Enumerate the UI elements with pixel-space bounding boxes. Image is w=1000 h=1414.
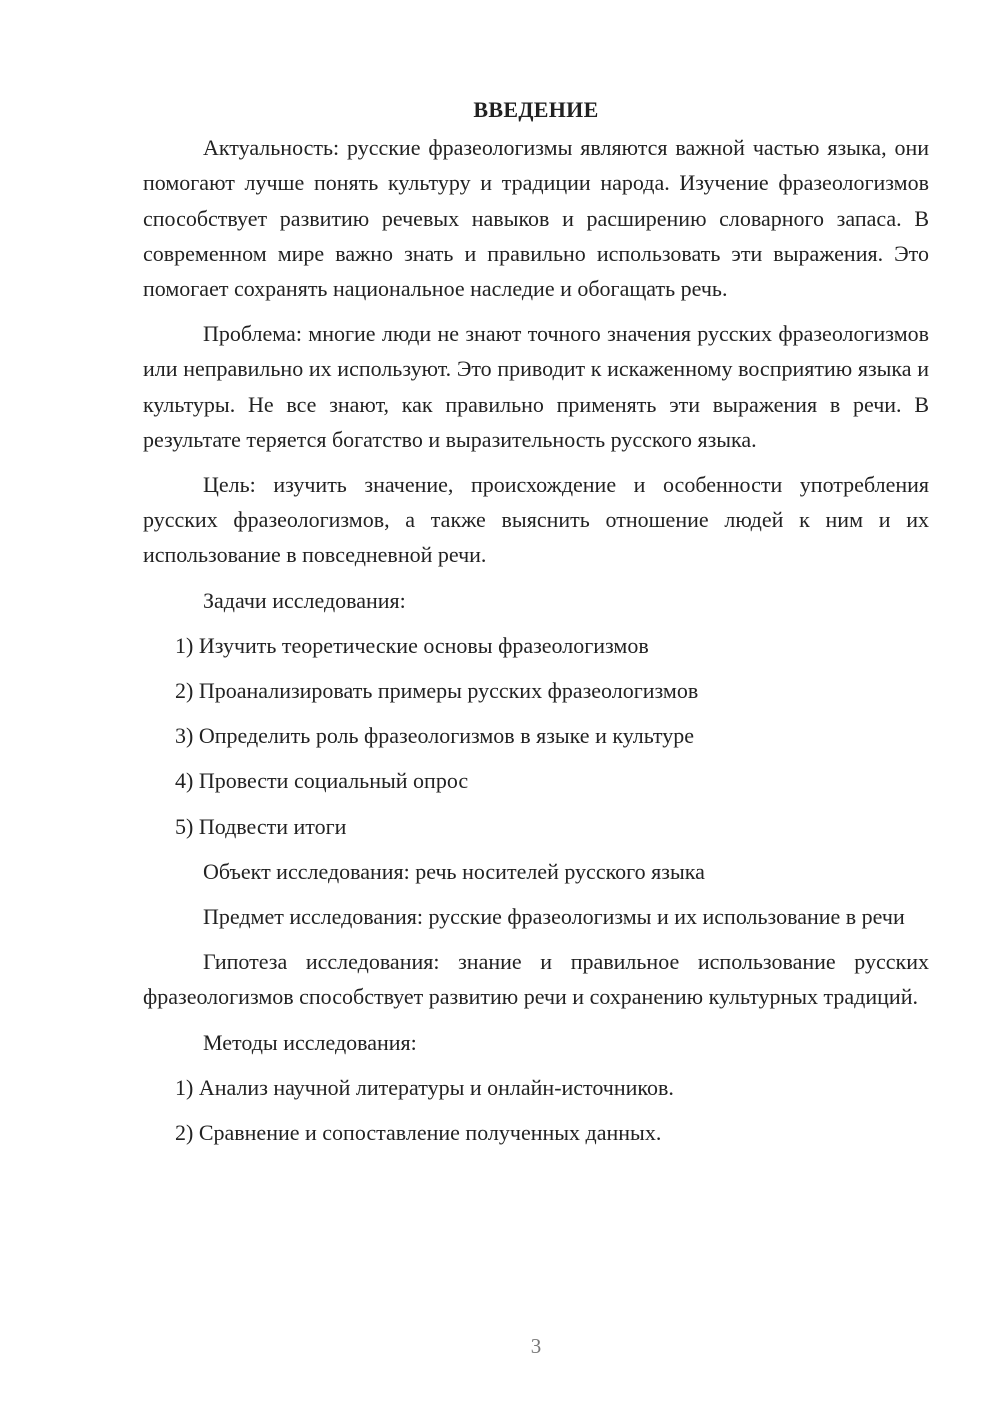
task-item: 2) Проанализировать примеры русских фразеологизмов	[175, 678, 699, 704]
task-item: 5) Подвести итоги	[175, 813, 347, 839]
relevance-paragraph: Актуальность: русские фразеологизмы являются важной частью языка, они помогают лучше понять культуру и традиции народа. Изучение фразеологизмов способствует развитию речевых навыков и расширению словарного запаса. В современном мире важно знать и правильно использовать эти выражения. Это помогает сохранять национальное наследие и обогащать речь.	[143, 135, 929, 302]
page-title: ВВЕДЕНИЕ	[473, 97, 599, 122]
research-subject: Предмет исследования: русские фразеологизмы и их использование в речи	[203, 904, 905, 930]
methods-heading: Методы исследования:	[203, 1029, 417, 1055]
task-item: 3) Определить роль фразеологизмов в языке и культуре	[175, 723, 695, 749]
task-item: 4) Провести социальный опрос	[175, 768, 469, 794]
document-page	[143, 92, 929, 1160]
goal-paragraph: Цель: изучить значение, происхождение и особенности употребления русских фразеологизмов, а также выяснить отношение людей к ним и их использование в повседневной речи.	[143, 472, 929, 568]
hypothesis-paragraph: Гипотеза исследования: знание и правильное использование русских фразеологизмов способствует развитию речи и сохранению культурных традиций.	[143, 949, 929, 1010]
method-item: 2) Сравнение и сопоставление полученных данных.	[175, 1120, 662, 1146]
problem-paragraph: Проблема: многие люди не знают точного значения русских фразеологизмов или неправильно их используют. Это приводит к искаженному восприятию языка и культуры. Не все знают, как правильно применять эти выражения в речи. В результате теряется богатство и выразительность русского языка.	[143, 321, 929, 452]
method-item: 1) Анализ научной литературы и онлайн-источников.	[175, 1074, 674, 1100]
tasks-heading: Задачи исследования:	[203, 587, 406, 613]
research-object: Объект исследования: речь носителей русского языка	[203, 858, 705, 884]
page-number: 3	[530, 1334, 542, 1358]
task-item: 1) Изучить теоретические основы фразеологизмов	[175, 632, 649, 658]
methods-list	[143, 1070, 929, 1150]
tasks-list	[143, 628, 929, 844]
